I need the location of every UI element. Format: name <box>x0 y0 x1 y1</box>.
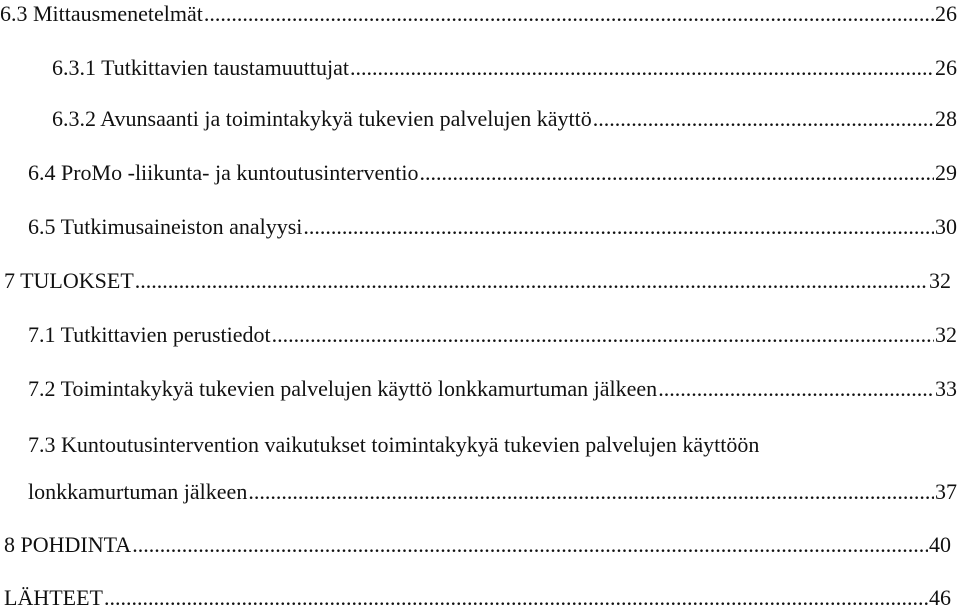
toc-entry-page: 32 <box>935 322 957 347</box>
toc-entry-7-2 <box>28 376 957 402</box>
toc-entry-page: 26 <box>935 55 957 80</box>
toc-entry-page: 32 <box>929 268 951 293</box>
toc-entry-6-5 <box>28 214 957 240</box>
toc-entry-page: 29 <box>935 160 957 185</box>
toc-entry-7-3 <box>28 432 759 458</box>
dot-leader <box>303 214 934 240</box>
toc-entry-title: 7 TULOKSET <box>4 268 134 293</box>
dot-leader <box>204 1 934 27</box>
toc-entry-6-4 <box>28 160 957 186</box>
dot-leader <box>248 479 934 505</box>
dot-leader <box>104 585 928 611</box>
toc-entry-title: 6.4 ProMo -liikunta- ja kuntoutusinterventio <box>28 160 419 185</box>
toc-entry-title: 8 POHDINTA <box>4 532 132 557</box>
dot-leader <box>419 160 934 186</box>
dot-leader <box>132 532 928 558</box>
dot-leader <box>658 376 934 402</box>
toc-entry-title: lonkkamurtuman jälkeen <box>28 479 248 504</box>
toc-entry-title: LÄHTEET <box>4 585 103 610</box>
toc-entry-7 <box>4 268 951 294</box>
toc-entry-title: 7.1 Tutkittavien perustiedot <box>28 322 271 347</box>
toc-entry-6-3 <box>0 1 957 27</box>
toc-entry-page: 40 <box>929 532 951 557</box>
toc-entry-7-1 <box>28 322 957 348</box>
dot-leader <box>135 268 928 294</box>
dot-leader <box>272 322 934 348</box>
toc-entry-title: 6.3.1 Tutkittavien taustamuuttujat <box>52 55 349 80</box>
toc-entry-title: 6.3 Mittausmenetelmät <box>0 1 203 26</box>
toc-entry-page: 28 <box>935 106 957 131</box>
toc-entry-title: 6.3.2 Avunsaanti ja toimintakykyä tukevien palvelujen käyttö <box>52 106 592 131</box>
toc-entry-title: 7.2 Toimintakykyä tukevien palvelujen käyttö lonkkamurtuman jälkeen <box>28 376 658 401</box>
toc-entry-page: 26 <box>935 1 957 26</box>
toc-entry-page: 30 <box>935 214 957 239</box>
toc-entry-8 <box>4 532 951 558</box>
toc-entry-lahteet <box>4 585 951 611</box>
toc-entry-6-3-1 <box>52 55 957 81</box>
toc-entry-page: 33 <box>935 376 957 401</box>
toc-entry-7-3-continued <box>28 479 957 505</box>
toc-entry-title: 7.3 Kuntoutusintervention vaikutukset toimintakykyä tukevien palvelujen käyttöön <box>28 432 760 457</box>
toc-entry-6-3-2 <box>52 106 957 132</box>
toc-entry-title: 6.5 Tutkimusaineiston analyysi <box>28 214 303 239</box>
dot-leader <box>593 106 934 132</box>
dot-leader <box>350 55 934 81</box>
toc-entry-page: 46 <box>929 585 951 610</box>
toc-entry-page: 37 <box>935 479 957 504</box>
